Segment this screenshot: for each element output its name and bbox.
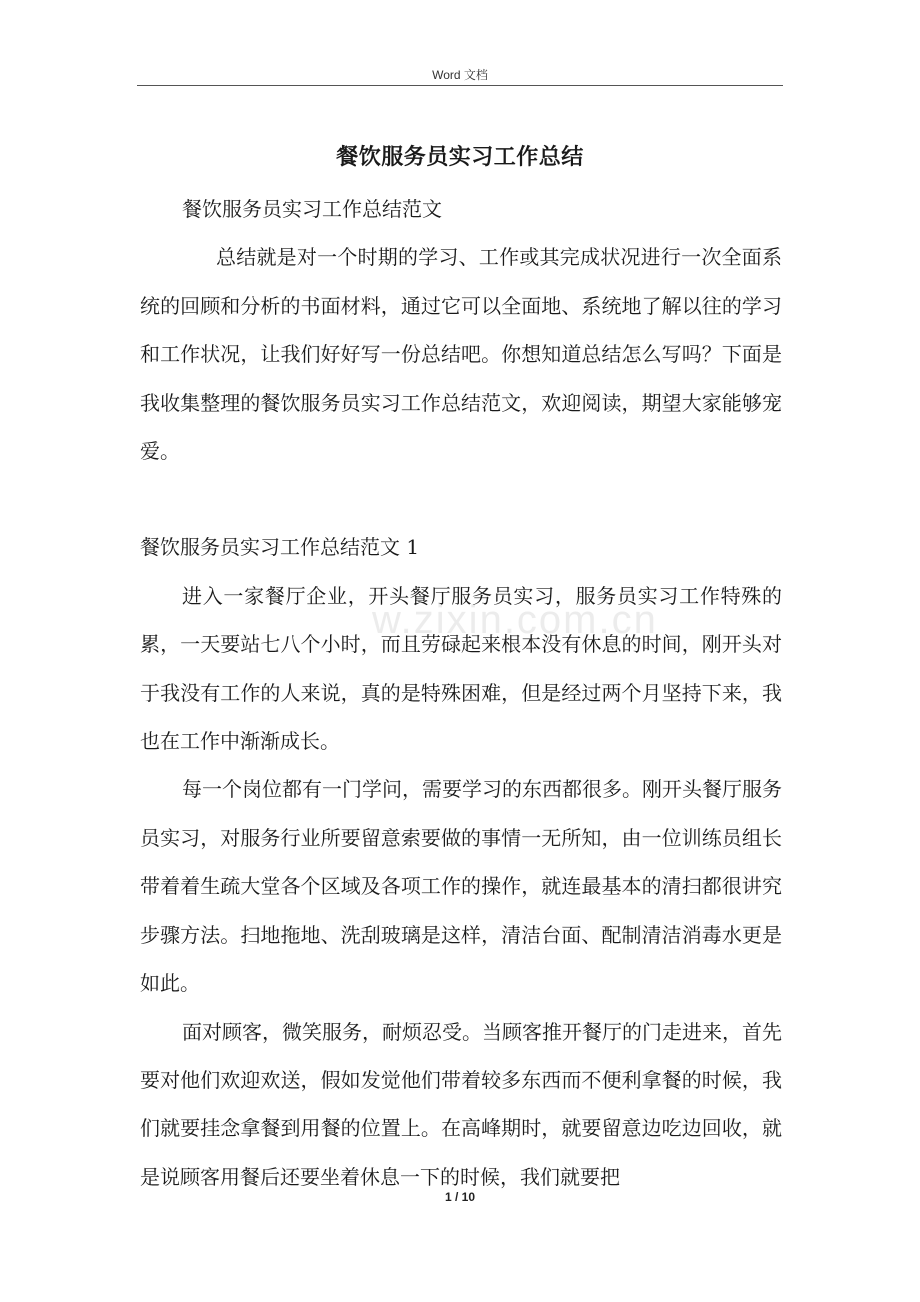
document-header: Word 文档 (432, 68, 488, 82)
watermark: w.zixin.com.cn (372, 598, 658, 642)
body-paragraph-1: 进入一家餐厅企业，开头餐厅服务员实习，服务员实习工作特殊的累，一天要站七八个小时，而且劳碌起来根本没有休息的时间，刚开头对于我没有工作的人来说，真的是特殊困难，但是经过两个月坚持下来，我也在工作中渐渐成长。 (140, 583, 782, 754)
section-heading: 餐饮服务员实习工作总结范文 1 (140, 535, 420, 560)
document-body (140, 185, 782, 1201)
body-paragraph-2: 每一个岗位都有一门学问，需要学习的东西都很多。刚开头餐厅服务员实习，对服务行业所要留意索要做的事情一无所知，由一位训练员组长带着着生疏大堂各个区域及各项工作的操作，就连最基本的清扫都很讲究步骤方法。扫地拖地、洗刮玻璃是这样，清洁台面、配制清洁消毒水更是如此。 (140, 777, 782, 996)
header-divider (137, 85, 783, 86)
document-subtitle: 餐饮服务员实习工作总结范文 (182, 197, 442, 221)
body-paragraph-3: 面对顾客，微笑服务，耐烦忍受。当顾客推开餐厅的门走进来，首先要对他们欢迎欢送，假如发觉他们带着较多东西而不便利拿餐的时候，我们就要挂念拿餐到用餐的位置上。在高峰期时，就要留意边吃边回收，就是说顾客用餐后还要坐着休息一下的时候，我们就要把 (140, 1019, 782, 1189)
page-indicator: 1 / 10 (444, 1190, 476, 1204)
intro-paragraph: 总结就是对一个时期的学习、工作或其完成状况进行一次全面系统的回顾和分析的书面材料，通过它可以全面地、系统地了解以往的学习和工作状况，让我们好好写一份总结吧。你想知道总结怎么写吗？下面是我收集整理的餐饮服务员实习工作总结范文，欢迎阅读，期望大家能够宠爱。 (140, 245, 782, 464)
paragraph-spacer (140, 475, 782, 523)
document-title: 餐饮服务员实习工作总结 (336, 144, 584, 170)
